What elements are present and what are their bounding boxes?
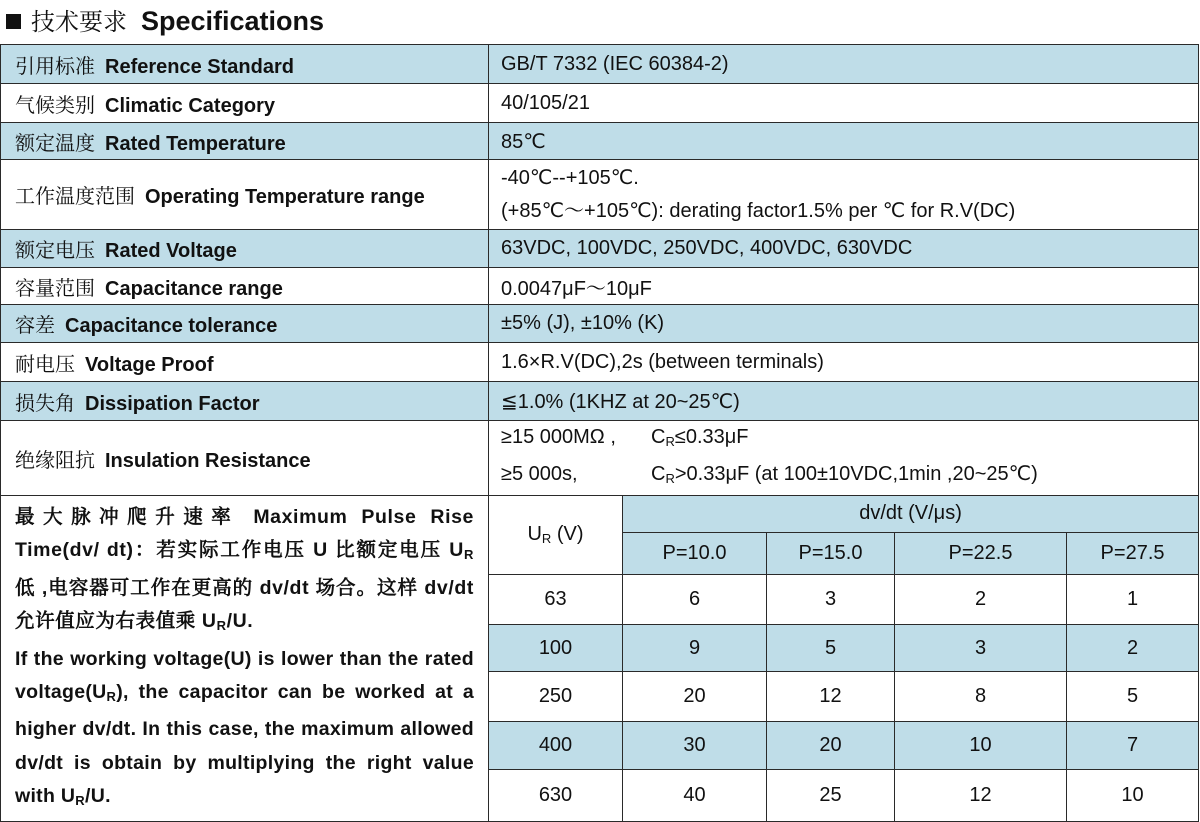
spec-value: -40℃--+105℃. (+85℃～+105℃): derating factor1.5% per ℃ for R.V(DC): [489, 160, 1199, 230]
spec-label: 气候类别 Climatic Category: [1, 84, 489, 123]
specifications-table: [0, 44, 1199, 822]
spec-row-climatic-category: [1, 84, 1199, 123]
spec-value: 1.6×R.V(DC),2s (between terminals): [489, 343, 1199, 382]
dvdt-value: 7: [1067, 722, 1199, 770]
dvdt-value: 3: [767, 574, 895, 624]
spec-value: ≥15 000MΩ , $C_R\le 0.33\mu F$ ≥5 000s, $C_R>0.33\mu F$ (at 100±10VDC,1min ,20~25℃): [489, 421, 1199, 496]
spec-label: 绝缘阻抗 Insulation Resistance: [1, 421, 489, 496]
square-bullet-icon: [6, 14, 21, 29]
ur-value: 400: [489, 722, 623, 770]
spec-value: 85℃: [489, 123, 1199, 160]
ur-value: 630: [489, 769, 623, 821]
dvdt-value: 10: [1067, 769, 1199, 821]
heading-cn: 技术要求: [31, 9, 127, 36]
spec-value: 40/105/21: [489, 84, 1199, 123]
dvdt-header: dv/dt (V/μs): [623, 496, 1199, 533]
dvdt-value: 9: [623, 624, 767, 672]
spec-label: 工作温度范围 Operating Temperature range: [1, 160, 489, 230]
spec-label: 耐电压 Voltage Proof: [1, 343, 489, 382]
dvdt-value: 5: [1067, 672, 1199, 722]
spec-label: 引用标准 Reference Standard: [1, 45, 489, 84]
spec-row-operating-temperature: [1, 160, 1199, 230]
ur-value: 63: [489, 574, 623, 624]
dvdt-value: 5: [767, 624, 895, 672]
dvdt-value: 8: [895, 672, 1067, 722]
p-header: P=22.5: [895, 532, 1067, 574]
spec-label: 额定温度 Rated Temperature: [1, 123, 489, 160]
spec-value: GB/T 7332 (IEC 60384-2): [489, 45, 1199, 84]
spec-label: 容量范围 Capacitance range: [1, 268, 489, 305]
spec-label: 容差 Capacitance tolerance: [1, 305, 489, 343]
spec-label: 损失角 Dissipation Factor: [1, 382, 489, 421]
dvdt-value: 2: [1067, 624, 1199, 672]
heading-en: Specifications: [141, 6, 325, 36]
dvdt-value: 20: [767, 722, 895, 770]
spec-row-capacitance-tolerance: [1, 305, 1199, 343]
spec-value: ±5% (J), ±10% (K): [489, 305, 1199, 343]
dvdt-value: 20: [623, 672, 767, 722]
spec-value: 63VDC, 100VDC, 250VDC, 400VDC, 630VDC: [489, 230, 1199, 268]
pulse-description: 最大脉冲爬升速率 Maximum Pulse Rise Time(dv/ dt)：若实际工作电压 U 比额定电压 $U_R$ 低 ,电容器可工作在更高的 dv/dt 场合。这样 dv/dt 允许值应为右表值乘 $U_R/U$. If the working voltage(U) is lower than the rated $voltage(U_R)$, the capacitor can be worked at a higher dv/dt. In this case, the maximum allowed dv/dt is obtain by multiplying the right value with $U_R/U$.: [1, 496, 489, 822]
ur-value: 100: [489, 624, 623, 672]
dvdt-value: 6: [623, 574, 767, 624]
spec-row-rated-voltage: [1, 230, 1199, 268]
p-header: P=27.5: [1067, 532, 1199, 574]
spec-value: 0.0047μF～10μF: [489, 268, 1199, 305]
spec-value: ≦1.0% (1KHZ at 20~25℃): [489, 382, 1199, 421]
dvdt-value: 25: [767, 769, 895, 821]
dvdt-value: 12: [895, 769, 1067, 821]
section-heading: [6, 2, 324, 40]
p-header: P=15.0: [767, 532, 895, 574]
spec-row-insulation-resistance: [1, 421, 1199, 496]
spec-row-voltage-proof: [1, 343, 1199, 382]
dvdt-value: 2: [895, 574, 1067, 624]
dvdt-value: 12: [767, 672, 895, 722]
spec-row-rated-temperature: [1, 123, 1199, 160]
spec-row-dissipation-factor: [1, 382, 1199, 421]
ur-value: 250: [489, 672, 623, 722]
dvdt-value: 3: [895, 624, 1067, 672]
dvdt-value: 1: [1067, 574, 1199, 624]
spec-label: 额定电压 Rated Voltage: [1, 230, 489, 268]
p-header: P=10.0: [623, 532, 767, 574]
dvdt-value: 40: [623, 769, 767, 821]
dvdt-value: 30: [623, 722, 767, 770]
pulse-header-row-1: [1, 496, 1199, 533]
dvdt-value: 10: [895, 722, 1067, 770]
spec-row-capacitance-range: [1, 268, 1199, 305]
ur-column-header: $U_R$ (V): [489, 496, 623, 575]
spec-row-reference-standard: [1, 45, 1199, 84]
